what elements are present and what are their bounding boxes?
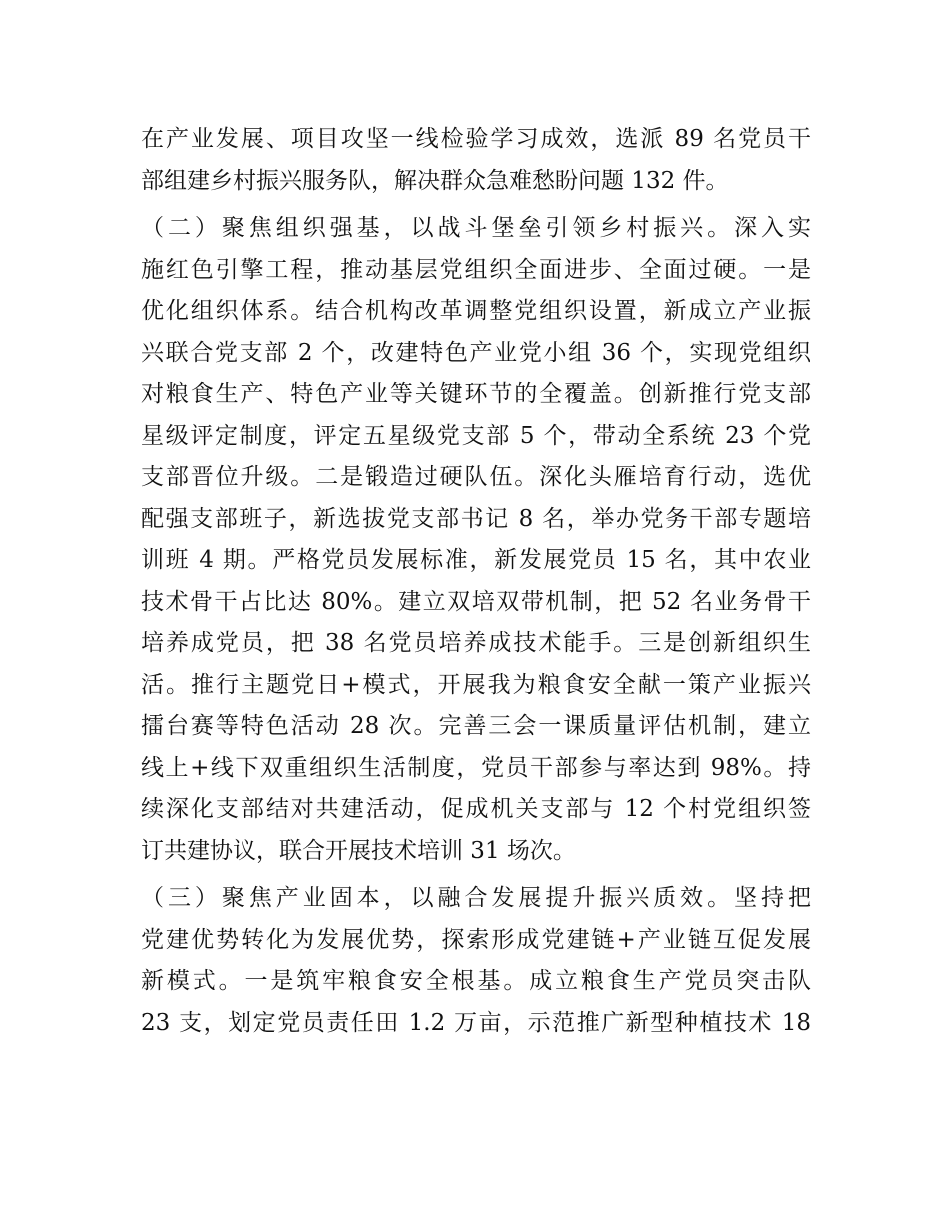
text-line: 23 支，划定党员责任田 1.2 万亩，示范推广新型种植技术 18 bbox=[141, 1009, 811, 1036]
text-line: 训班 4 期。严格党员发展标准，新发展党员 15 名，其中农业 bbox=[141, 547, 811, 573]
text-line: 星级评定制度，评定五星级党支部 5 个，带动全系统 23 个党 bbox=[141, 422, 811, 449]
text-line: 在产业发展、项目攻坚一线检验学习成效，选派 89 名党员干 bbox=[141, 126, 811, 152]
text-line: 续深化支部结对共建活动，促成机关支部与 12 个村党组织签 bbox=[141, 796, 811, 822]
text-line: 订共建协议，联合开展技术培训 31 场次。 bbox=[141, 837, 576, 864]
text-line: 配强支部班子，新选拔党支部书记 8 名，举办党务干部专题培 bbox=[141, 505, 811, 532]
text-line: 对粮食生产、特色产业等关键环节的全覆盖。创新推行党支部 bbox=[141, 381, 811, 407]
text-line: 施红色引擎工程，推动基层党组织全面进步、全面过硬。一是 bbox=[141, 256, 811, 283]
text-line: 支部晋位升级。二是锻造过硬队伍。深化头雁培育行动，选优 bbox=[141, 464, 811, 490]
text-line: 线上+线下双重组织生活制度，党员干部参与率达到 98%。持 bbox=[141, 754, 811, 781]
text-line: 兴联合党支部 2 个，改建特色产业党小组 36 个，实现党组织 bbox=[141, 339, 811, 366]
text-line: 党建优势转化为发展优势，探索形成党建链+产业链互促发展 bbox=[141, 926, 811, 953]
paragraph-1 bbox=[141, 119, 811, 202]
text-line: 部组建乡村振兴服务队，解决群众急难愁盼问题 132 件。 bbox=[141, 167, 729, 194]
text-line: （二）聚焦组织强基，以战斗堡垒引领乡村振兴。深入实 bbox=[141, 215, 811, 241]
paragraph-2 bbox=[141, 208, 811, 872]
text-line: （三）聚焦产业固本，以融合发展提升振兴质效。坚持把 bbox=[141, 885, 811, 911]
text-line: 擂台赛等特色活动 28 次。完善三会一课质量评估机制，建立 bbox=[141, 713, 811, 739]
paragraph-3 bbox=[141, 878, 811, 1044]
text-line: 培养成党员，把 38 名党员培养成技术能手。三是创新组织生 bbox=[141, 630, 811, 656]
text-line: 新模式。一是筑牢粮食安全根基。成立粮食生产党员突击队 bbox=[141, 968, 811, 994]
text-line: 活。推行主题党日+模式，开展我为粮食安全献一策产业振兴 bbox=[141, 671, 811, 698]
text-line: 优化组织体系。结合机构改革调整党组织设置，新成立产业振 bbox=[141, 298, 811, 324]
document-body bbox=[141, 119, 811, 1044]
text-line: 技术骨干占比达 80%。建立双培双带机制，把 52 名业务骨干 bbox=[141, 588, 811, 615]
